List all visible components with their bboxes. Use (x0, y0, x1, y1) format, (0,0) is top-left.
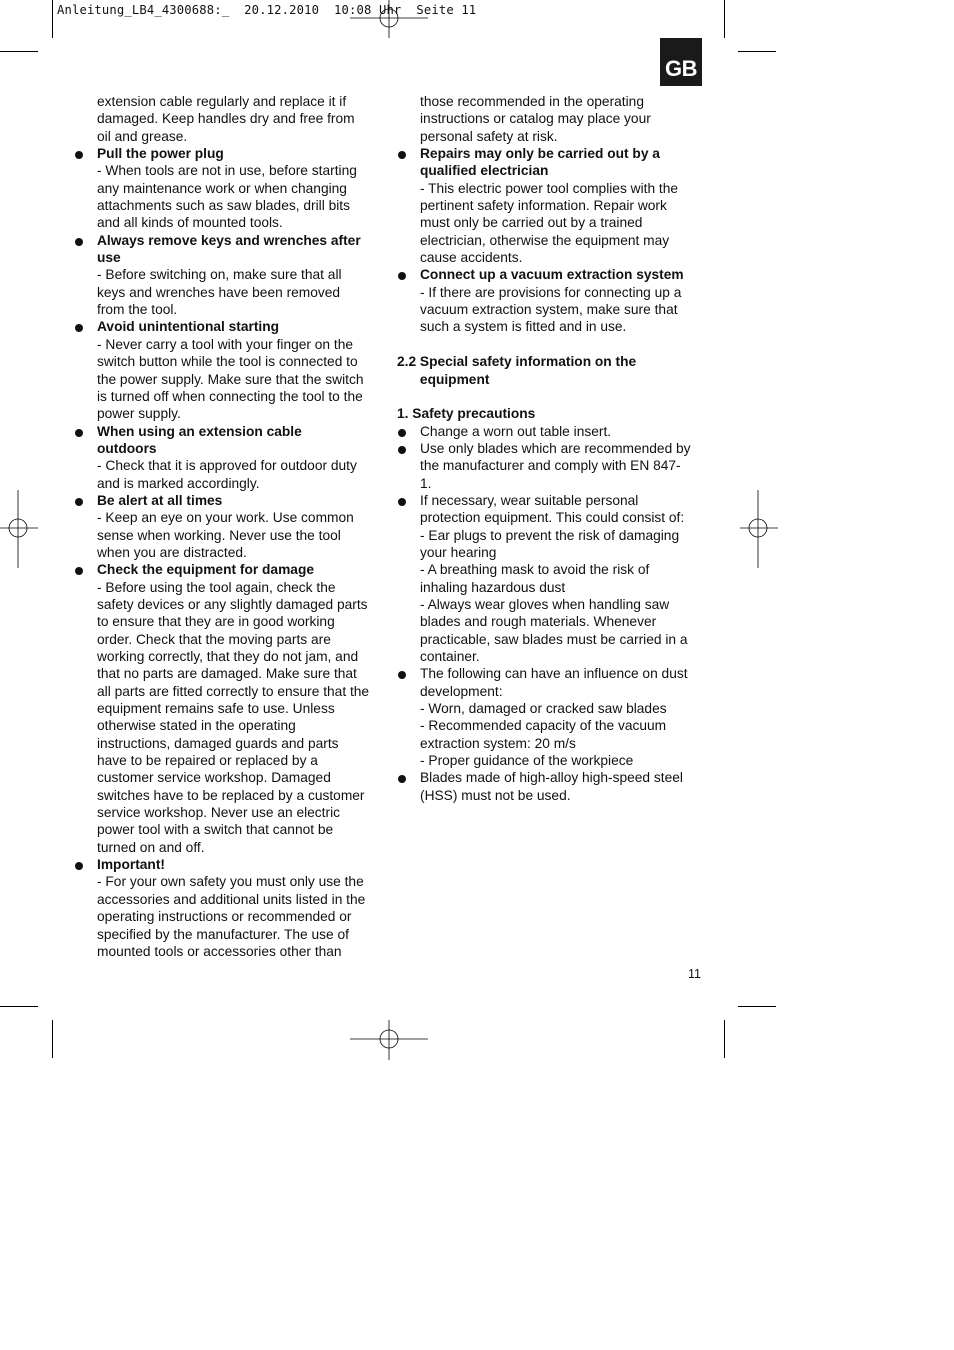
item-text: vacuum extraction system, make sure that (420, 302, 678, 318)
text-line: those recommended in the operating (420, 94, 644, 109)
item-text: - This electric power tool complies with the (420, 180, 679, 196)
item-title: When using an extension cable (97, 423, 302, 439)
item-text: operating instructions or recommended or (97, 909, 352, 925)
bullet-item (420, 145, 710, 266)
item-title: qualified electrician (420, 163, 549, 179)
bullet-item (420, 266, 710, 335)
section-heading (397, 353, 710, 388)
item-text: working correctly, that they do not jam, and (97, 649, 359, 664)
item-text: electrician, otherwise the equipment may (420, 232, 670, 248)
crop-mark (52, 0, 53, 38)
crop-mark (724, 1020, 725, 1058)
print-slug: Anleitung_LB4_4300688:_ 20.12.2010 10:08 Uhr Seite 11 (57, 3, 477, 17)
language-tab-label: GB (665, 56, 697, 81)
text-line: 1. Safety precautions (397, 406, 536, 422)
item-text: mounted tools or accessories other than (97, 943, 342, 959)
item-text: - Proper guidance of the workpiece (420, 753, 634, 769)
item-text: switch button while the tool is connected to (97, 354, 358, 370)
item-text: to ensure that they are in good working (97, 614, 335, 630)
crop-mark (738, 51, 776, 52)
item-text: power supply. (97, 406, 181, 422)
item-text: container. (420, 649, 480, 664)
right-column (397, 93, 710, 804)
paragraph (420, 93, 710, 145)
spacer (420, 388, 710, 405)
bullet-item (97, 492, 387, 561)
item-text: attachments such as saw blades, drill bits (97, 198, 350, 214)
bullet-item (97, 232, 387, 319)
bullet-item (97, 318, 387, 422)
item-text: - Never carry a tool with your finger on the (97, 336, 354, 352)
item-text: If necessary, wear suitable personal (420, 492, 639, 508)
item-text: keys and wrenches have been removed (97, 284, 341, 300)
item-text: practicable, saw blades must be carried in a (420, 631, 688, 647)
item-text: specified by the manufacturer. The use of (97, 926, 349, 942)
subheading (397, 405, 710, 422)
item-title: Pull the power plug (97, 146, 224, 162)
item-text: instructions, damaged guards and parts (97, 735, 339, 751)
item-text: The following can have an influence on dust (420, 666, 688, 682)
item-text: accessories and additional units listed in the (97, 891, 366, 907)
bullet-item (97, 145, 387, 232)
item-text: from the tool. (97, 302, 178, 318)
item-text: inhaling hazardous dust (420, 579, 566, 595)
item-title: Be alert at all times (97, 492, 223, 508)
text-line: damaged. Keep handles dry and free from (97, 111, 355, 127)
item-title: Always remove keys and wrenches after (97, 232, 361, 248)
item-text: - For your own safety you must only use the (97, 874, 364, 890)
bullet-item (97, 856, 387, 960)
item-text: must only be carried out by a trained (420, 215, 643, 231)
item-text: your hearing (420, 544, 497, 560)
item-text: development: (420, 683, 503, 699)
item-text: any maintenance work or when changing (97, 180, 347, 196)
item-title: Avoid unintentional starting (97, 319, 280, 335)
text-line: instructions or catalog may place your (420, 111, 651, 127)
item-text: - Keep an eye on your work. Use common (97, 510, 354, 526)
item-text: that no parts are damaged. Make sure that (97, 666, 357, 682)
item-text: - Always wear gloves when handling saw (420, 596, 670, 612)
bullet-item (97, 561, 387, 856)
item-text: order. Check that the moving parts are (97, 631, 331, 647)
bullet-item (420, 440, 710, 492)
item-title: Repairs may only be carried out by a (420, 146, 660, 162)
item-text: - Check that it is approved for outdoor duty (97, 458, 357, 474)
item-text: - Ear plugs to prevent the risk of damaging (420, 527, 680, 543)
language-tab (660, 38, 702, 86)
registration-mark-top (350, 0, 428, 40)
registration-mark-bottom (350, 1020, 428, 1060)
registration-mark-right (738, 490, 778, 568)
text-line: personal safety at risk. (420, 128, 558, 144)
item-text: - Before switching on, make sure that all (97, 267, 342, 283)
item-text: Blades made of high-alloy high-speed steel (420, 770, 683, 786)
item-text: turned on and off. (97, 839, 205, 855)
item-title: outdoors (97, 440, 157, 456)
item-text: protection equipment. This could consist of: (420, 510, 685, 526)
bullet-item (97, 423, 387, 492)
crop-mark (0, 1006, 38, 1007)
item-text: all parts are fitted correctly to ensure that the (97, 683, 370, 699)
bullet-item (420, 423, 710, 440)
crop-mark (0, 51, 38, 52)
item-text: Use only blades which are recommended by (420, 440, 691, 456)
item-text: pertinent safety information. Repair work (420, 198, 667, 214)
paragraph (97, 93, 387, 145)
item-text: equipment remains safe to use. Unless (97, 701, 335, 717)
item-text: switches have to be replaced by a customer (97, 787, 365, 803)
item-text: service workshop. Never use an electric (97, 805, 341, 821)
item-text: the manufacturer and comply with EN 847- (420, 458, 681, 474)
item-text: and all kinds of mounted tools. (97, 215, 283, 231)
item-title: Check the equipment for damage (97, 562, 314, 578)
item-text: customer service workshop. Damaged (97, 770, 331, 786)
text-line: 2.2 Special safety information on the (397, 354, 637, 370)
registration-mark-left (0, 490, 40, 568)
item-text: when you are distracted. (97, 544, 247, 560)
item-text: such a system is fitted and in use. (420, 319, 627, 335)
item-title: Connect up a vacuum extraction system (420, 267, 684, 283)
text-line: extension cable regularly and replace it if (97, 94, 347, 109)
text-line: oil and grease. (97, 128, 188, 144)
item-text: the power supply. Make sure that the switch (97, 371, 364, 387)
item-text: - Before using the tool again, check the (97, 579, 336, 595)
item-text: - Recommended capacity of the vacuum (420, 718, 667, 734)
item-title: use (97, 250, 121, 266)
item-title: Important! (97, 857, 165, 873)
item-text: otherwise stated in the operating (97, 718, 296, 734)
page-number: 11 (688, 967, 701, 981)
crop-mark (52, 1020, 53, 1058)
spacer (420, 336, 710, 353)
item-text: - Worn, damaged or cracked saw blades (420, 701, 667, 717)
left-column (97, 93, 387, 960)
item-text: cause accidents. (420, 250, 523, 266)
item-text: - If there are provisions for connecting up a (420, 284, 682, 300)
bullet-item (420, 665, 710, 769)
crop-mark (724, 0, 725, 38)
crop-mark (738, 1006, 776, 1007)
item-text: - When tools are not in use, before starting (97, 163, 357, 179)
item-text: and is marked accordingly. (97, 475, 260, 491)
item-text: safety devices or any slightly damaged parts (97, 596, 368, 612)
item-text: is turned off when connecting the tool to the (97, 388, 363, 404)
item-text: 1. (420, 475, 432, 491)
item-text: (HSS) must not be used. (420, 787, 571, 803)
item-text: - A breathing mask to avoid the risk of (420, 562, 650, 578)
item-text: sense when working. Never use the tool (97, 527, 341, 543)
item-text: Change a worn out table insert. (420, 423, 612, 439)
item-text: extraction system: 20 m/s (420, 735, 576, 751)
text-line: equipment (397, 371, 490, 387)
bullet-item (420, 492, 710, 665)
item-text: have to be repaired or replaced by a (97, 753, 318, 769)
bullet-item (420, 769, 710, 804)
item-text: power tool with a switch that cannot be (97, 822, 334, 838)
item-text: blades and rough materials. Whenever (420, 614, 657, 630)
